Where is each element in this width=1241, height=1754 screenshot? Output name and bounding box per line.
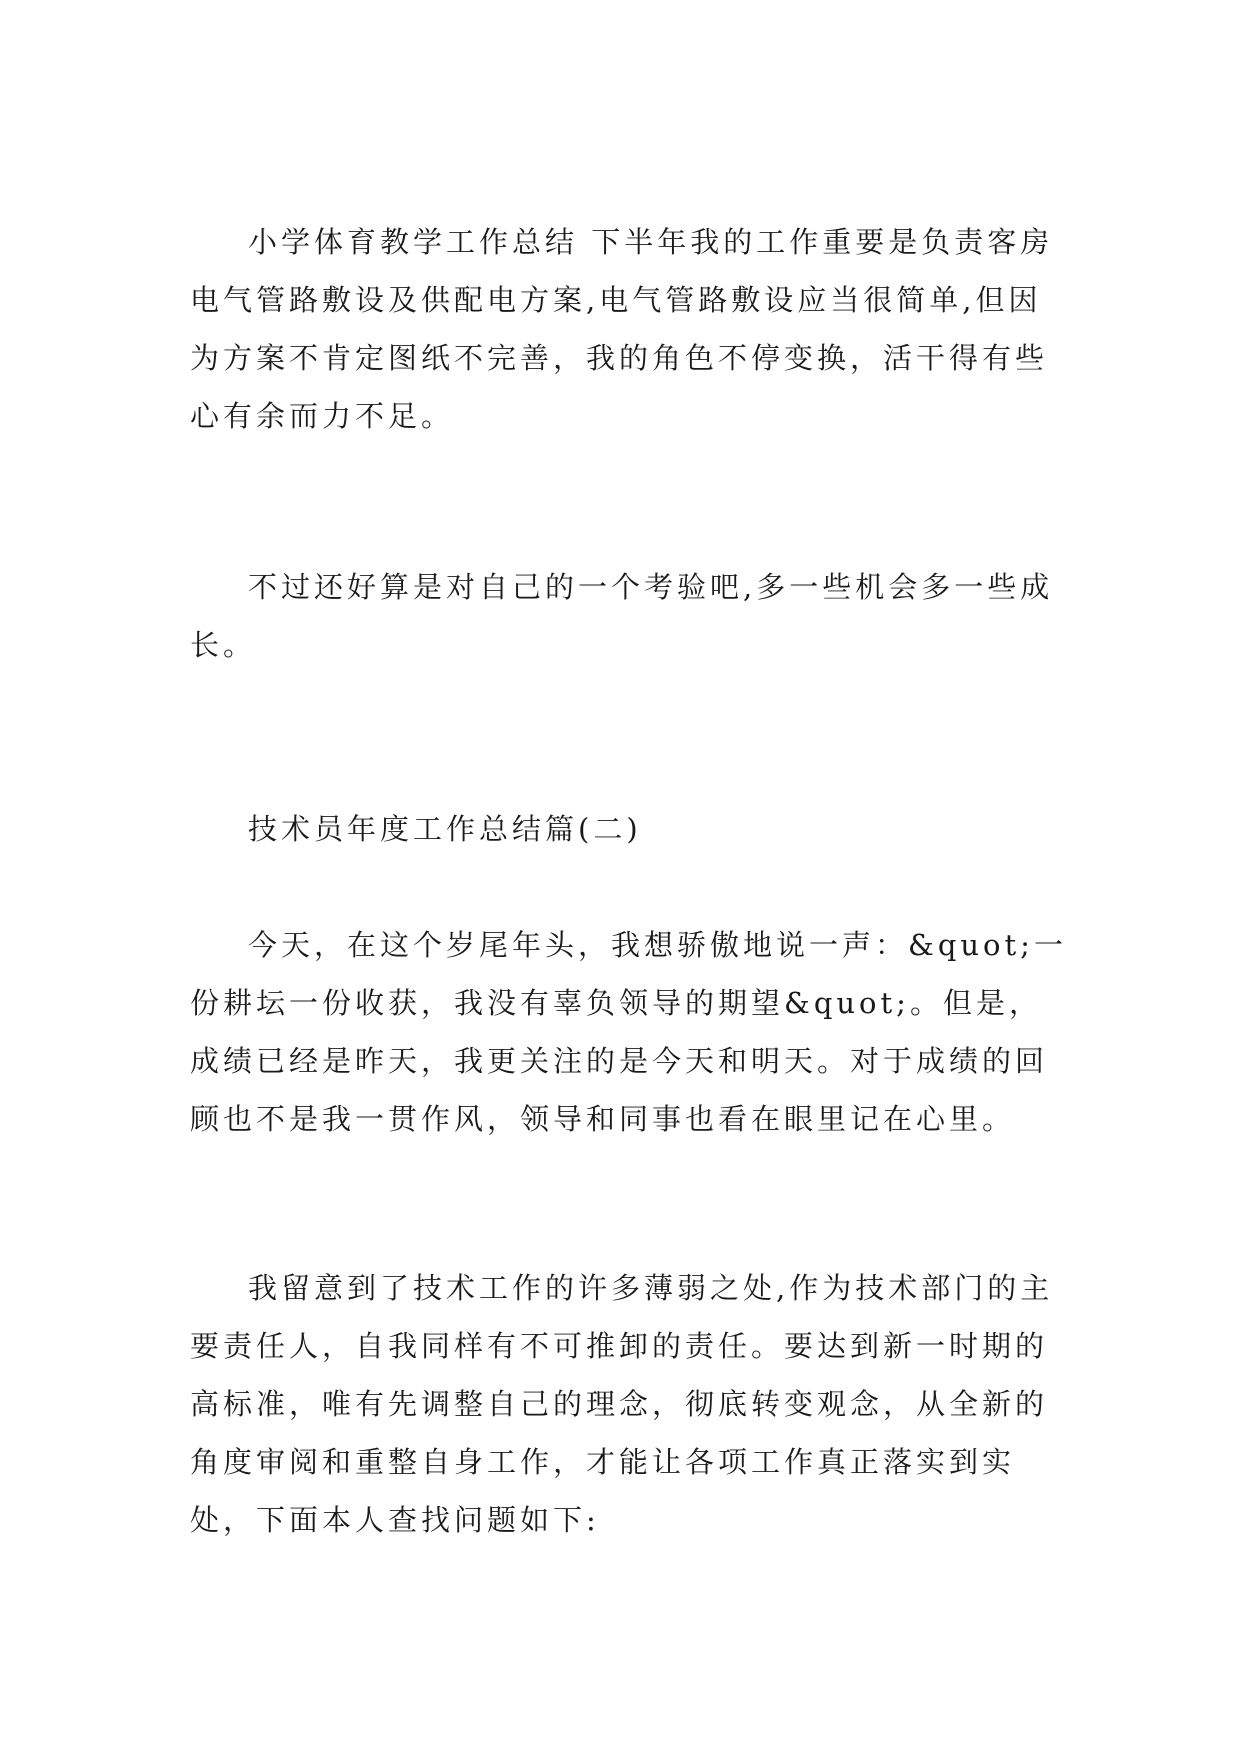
paragraph-summary-intro: 小学体育教学工作总结 下半年我的工作重要是负责客房电气管路敷设及供配电方案,电气管路敷设应当很简单,但因为方案不肯定图纸不完善，我的角色不停变换，活干得有些心有余而力不足。: [190, 225, 1054, 433]
paragraph-problems: 我留意到了技术工作的许多薄弱之处,作为技术部门的主要责任人，自我同样有不可推卸的责任。要达到新一时期的高标准，唯有先调整自己的理念，彻底转变观念，从全新的角度审阅和重整自身工作，才能让各项工作真正落实到实处，下面本人查找问题如下:: [190, 1271, 1054, 1537]
paragraph-year-end: 今天，在这个岁尾年头，我想骄傲地说一声：&quot;一份耕坛一份收获，我没有辜负领导的期望&quot;。但是，成绩已经是昨天，我更关注的是今天和明天。对于成绩的回顾也不是我一贯作风，领导和同事也看在眼里记在心里。: [190, 928, 1067, 1136]
paragraph-growth: 不过还好算是对自己的一个考验吧,多一些机会多一些成长。: [190, 570, 1054, 662]
section-heading: 技术员年度工作总结篇(二): [248, 812, 642, 846]
